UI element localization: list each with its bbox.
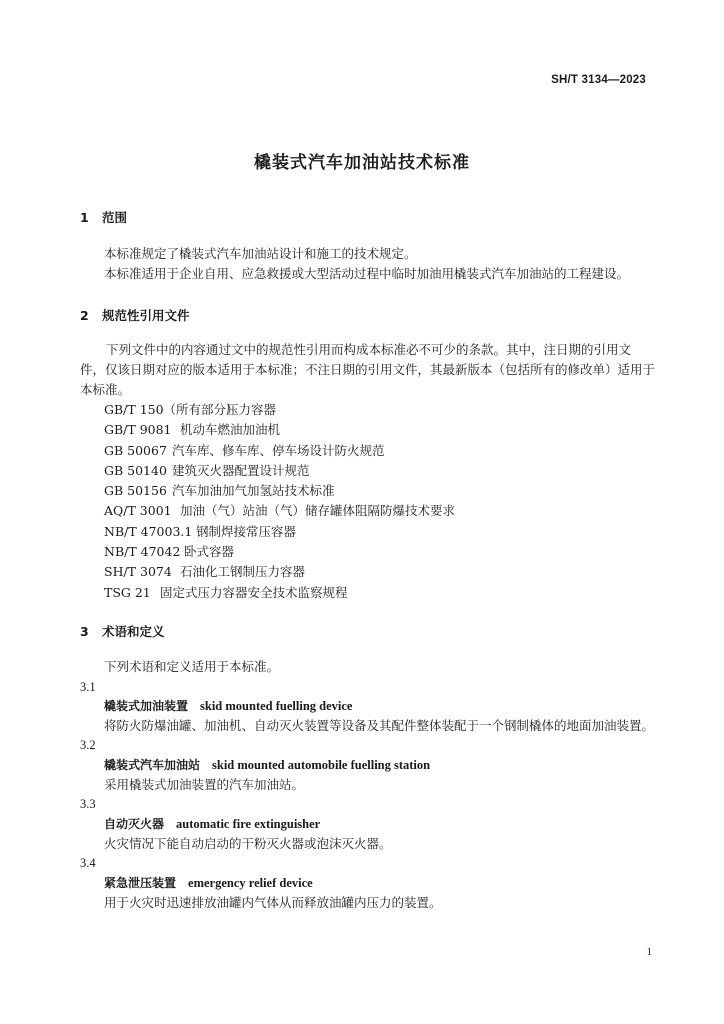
section-title: 规范性引用文件 [102,308,190,323]
term-title [104,874,313,891]
term-definition: 采用橇装式加油装置的汽车加油站。 [104,777,305,792]
reference-list [104,400,455,603]
section-1-line-1: 本标准规定了橇装式汽车加油站设计和施工的技术规定。 [104,246,417,261]
term-chinese: 自动灭火器 [104,817,165,831]
reference-name: 石油化工钢制压力容器 [180,564,306,580]
term-title [104,697,352,714]
term-number: 3.1 [80,680,96,694]
term-chinese: 橇装式加油装置 [104,699,189,713]
reference-item [104,441,455,461]
reference-name: 卧式容器 [184,544,235,560]
section-number: 1 [80,210,89,225]
term-english: skid mounted fuelling device [200,699,353,713]
term-number: 3.2 [80,738,96,752]
reference-name: 汽车加油加气加氢站技术标准 [172,483,335,499]
reference-item [104,542,455,562]
section-1-heading [80,208,127,226]
page-number: 1 [646,946,652,958]
document-title: 橇装式汽车加油站技术标准 [254,153,470,173]
reference-item [104,522,455,542]
reference-item [104,501,455,521]
reference-name: 固定式压力容器安全技术监察规程 [160,584,348,600]
reference-name: 加油（气）站油（气）储存罐体阻隔防爆技术要求 [180,503,456,519]
reference-name: 机动车燃油加油机 [180,422,281,438]
section-number: 2 [80,308,89,323]
term-chinese: 橇装式汽车加油站 [104,758,201,772]
reference-name: 汽车库、修车库、停车场设计防火规范 [172,442,385,458]
term-definition: 用于火灾时迅速排放油罐内气体从而释放油罐内压力的装置。 [104,895,442,910]
reference-code: GB 50156 [104,483,167,499]
section-title: 范围 [102,210,128,225]
term-definition: 火灾情况下能自动启动的干粉灭火器或泡沫灭火器。 [104,836,392,851]
term-title [104,756,430,773]
reference-code: SH/T 3074 [104,564,172,580]
reference-code: NB/T 47042 [104,544,181,560]
term-english: automatic fire extinguisher [176,817,321,831]
term-chinese: 紧急泄压装置 [104,876,177,890]
section-3-heading [80,622,165,640]
reference-name: 建筑灭火器配置设计规范 [172,462,310,478]
term-english: emergency relief device [188,876,313,890]
reference-item [104,481,455,501]
section-2-intro [80,340,655,400]
reference-item [104,583,455,603]
section-title: 术语和定义 [102,624,165,639]
section-number: 3 [80,624,89,639]
reference-code: GB 50140 [104,462,167,478]
term-definition: 将防火防爆油罐、加油机、自动灭火装置等设备及其配件整体装配于一个钢制橇体的地面加油装置。 [104,718,655,733]
reference-code: AQ/T 3001 [104,503,172,519]
section-3-intro: 下列术语和定义适用于本标准。 [104,659,280,674]
reference-code: GB/T 150（所有部分） [104,402,239,417]
reference-code: GB/T 9081 [104,422,172,438]
reference-item [104,420,455,440]
term-title [104,815,320,832]
reference-name: 钢制焊接常压容器 [196,523,297,539]
term-number: 3.3 [80,797,96,811]
reference-name: 压力容器 [226,402,277,417]
reference-item [104,400,455,420]
section-1-line-2: 本标准适用于企业自用、应急救援或大型活动过程中临时加油用橇装式汽车加油站的工程建设。 [104,266,630,281]
term-english: skid mounted automobile fuelling station [212,758,431,772]
section-2-heading [80,306,190,324]
reference-code: GB 50067 [104,442,167,458]
document-code: SH/T 3134—2023 [551,74,646,86]
reference-code: NB/T 47003.1 [104,523,193,539]
reference-item [104,562,455,582]
reference-code: TSG 21 [104,584,151,600]
section-2-intro-text: 下列文件中的内容通过文中的规范性引用而构成本标准必不可少的条款。其中，注日期的引用文件，仅该日期对应的版本适用于本标准；不注日期的引用文件，其最新版本（包括所有的修改单）适用于本标准。 [80,342,656,397]
reference-item [104,461,455,481]
term-number: 3.4 [80,856,96,870]
